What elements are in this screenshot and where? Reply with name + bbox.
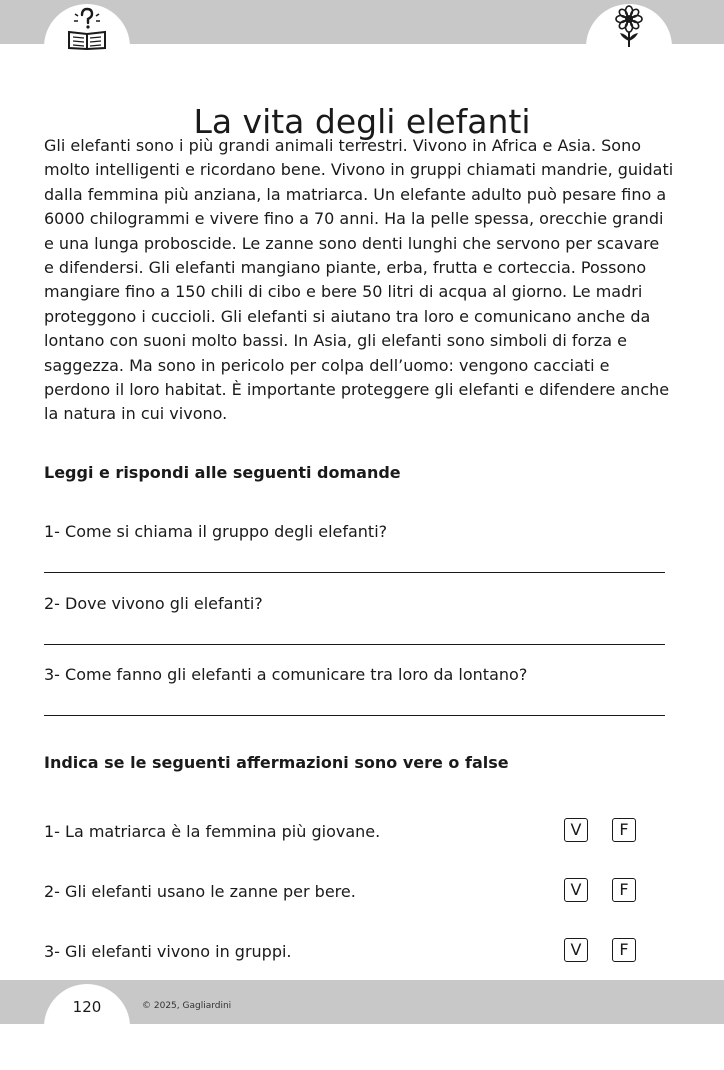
question-2: 2- Dove vivono gli elefanti? [44, 594, 263, 613]
true-checkbox[interactable]: V [564, 938, 588, 962]
false-checkbox[interactable]: F [612, 878, 636, 902]
false-checkbox[interactable]: F [612, 938, 636, 962]
question-3: 3- Come fanno gli elefanti a comunicare tra loro da lontano? [44, 665, 528, 684]
false-checkbox[interactable]: F [612, 818, 636, 842]
statement-text: 3- Gli elefanti vivono in gruppi. [44, 942, 292, 961]
true-false-heading: Indica se le seguenti affermazioni sono vere o false [44, 753, 509, 772]
copyright-notice: © 2025, Gagliardini [142, 1001, 232, 1011]
page-number: 120 [72, 998, 102, 1016]
true-checkbox[interactable]: V [564, 818, 588, 842]
questions-heading: Leggi e rispondi alle seguenti domande [44, 463, 401, 482]
statement-text: 2- Gli elefanti usano le zanne per bere. [44, 882, 356, 901]
statement-row-1 [44, 818, 644, 848]
header-tab-left [44, 4, 130, 90]
page-title: La vita degli elefanti [193, 102, 531, 142]
question-1: 1- Come si chiama il gruppo degli elefanti? [44, 522, 388, 541]
statement-row-3 [44, 938, 644, 968]
true-checkbox[interactable]: V [564, 878, 588, 902]
page-number-tab [44, 984, 130, 1070]
answer-line-3[interactable] [44, 715, 665, 716]
statement-text: 1- La matriarca è la femmina più giovane. [44, 822, 381, 841]
book-question-icon [65, 6, 109, 50]
header-tab-right [586, 4, 672, 90]
answer-line-2[interactable] [44, 644, 665, 645]
statement-row-2 [44, 878, 644, 908]
reading-passage: Gli elefanti sono i più grandi animali terrestri. Vivono in Africa e Asia. Sono molto intelligenti e ricordano bene. Vivono in gruppi chiamati mandrie, guidati dalla femmina più anziana, la matriarca. Un elefante adulto può pesare fino a 6000 chilogrammi e vivere fino a 70 anni. Ha la pelle spessa, orecchie grandi e una lunga proboscide. Le zanne sono denti lunghi che servono per scavare e difendersi. Gli elefanti mangiano piante, erba, frutta e corteccia. Possono mangiare fino a 150 chili di cibo e bere 50 litri di acqua al giorno. Le madri proteggono i cuccioli. Gli elefanti si aiutano tra loro e comunicano anche da lontano con suoni molto bassi. In Asia, gli elefanti sono simboli di forza e saggezza. Ma sono in pericolo per colpa dell’uomo: vengono cacciati e perdono il loro habitat. È importante proteggere gli elefanti e difendere anche la natura in cui vivono. [44, 136, 674, 424]
answer-line-1[interactable] [44, 572, 665, 573]
flower-icon [613, 4, 645, 48]
